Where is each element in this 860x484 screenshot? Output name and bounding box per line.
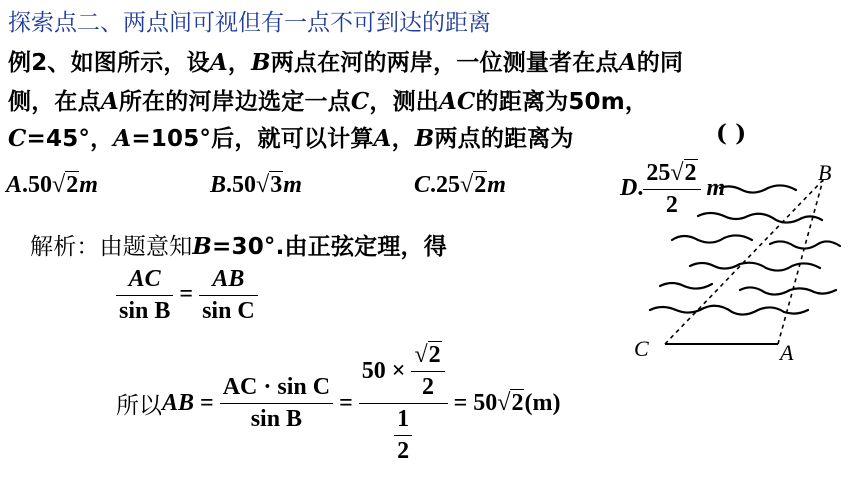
- unit: m: [487, 172, 506, 198]
- denominator: 2: [394, 435, 412, 465]
- option-letter: B: [210, 172, 227, 198]
- compound-fraction: [359, 342, 448, 465]
- numerator: 25: [646, 160, 671, 186]
- angle-B: B: [192, 233, 213, 260]
- segment-AC: AC: [438, 88, 476, 115]
- unit: m: [706, 175, 726, 202]
- text: 所在的河岸边选定一点: [118, 89, 351, 115]
- point-A: A: [100, 88, 119, 115]
- text: 两点的距离为: [434, 126, 574, 152]
- fraction-ab-sinc: [199, 266, 258, 325]
- denominator: 2: [411, 371, 444, 401]
- answer-bracket: ( ): [716, 120, 747, 147]
- radicand: 2: [428, 342, 441, 368]
- text: 的距离为50m，: [475, 89, 649, 115]
- sqrt: √2: [414, 342, 441, 368]
- point-A: A: [209, 49, 228, 76]
- option-coef: .50: [226, 172, 257, 198]
- point-A: A: [618, 49, 637, 76]
- point-B: B: [251, 49, 271, 76]
- radicand: 2: [684, 160, 697, 186]
- option-coef: .: [637, 175, 644, 202]
- option-letter: A: [6, 172, 23, 198]
- text: ，: [227, 50, 252, 76]
- option-a: [6, 172, 98, 199]
- result-equation: [116, 342, 560, 465]
- label-B: B: [818, 160, 832, 185]
- problem-line-1: [8, 44, 683, 77]
- point-B: B: [414, 125, 435, 152]
- denominator: sin C: [199, 295, 258, 325]
- section-title: 探索点二、两点间可视但有一点不可到达的距离: [8, 10, 491, 36]
- numerator: 1: [397, 406, 410, 432]
- sqrt: √3: [256, 172, 283, 198]
- segment-AB: AB: [162, 390, 195, 416]
- unit: m: [79, 172, 98, 198]
- compound-denominator: [359, 403, 448, 465]
- sqrt: √2: [460, 172, 487, 198]
- sqrt: √2: [52, 172, 79, 198]
- option-letter: D: [620, 175, 638, 202]
- river-waves: [650, 185, 840, 314]
- numerator: AB: [212, 266, 245, 292]
- radicand: 2: [511, 390, 524, 416]
- result-coef: = 50: [453, 390, 498, 416]
- equals-sign: =: [200, 390, 214, 416]
- option-coef: .25: [430, 172, 461, 198]
- text: ，: [391, 126, 415, 152]
- equals-sign: =: [179, 281, 194, 308]
- option-b: [210, 172, 302, 199]
- compound-numerator: [359, 342, 448, 403]
- problem-line-2: [8, 83, 648, 116]
- point-A: A: [373, 125, 392, 152]
- text: =105°后，就可以计算: [131, 126, 374, 152]
- sqrt: √2: [497, 390, 524, 416]
- radicand: 2: [474, 172, 487, 198]
- angle-C: C: [8, 125, 27, 152]
- label-A: A: [780, 340, 794, 365]
- river-diagram: [620, 158, 855, 368]
- text: =45°，: [26, 126, 114, 152]
- half-fraction: [394, 406, 412, 465]
- radicand: 3: [270, 172, 283, 198]
- radicand: 2: [66, 172, 79, 198]
- unit: m: [283, 172, 302, 198]
- option-c: [414, 172, 506, 199]
- inner-fraction: [411, 342, 444, 401]
- sqrt: √2: [670, 160, 697, 186]
- text: 两点在河的两岸，一位测量者在点: [270, 50, 619, 76]
- sight-lines: [665, 180, 823, 344]
- point-C: C: [350, 88, 370, 115]
- text: 所以: [116, 393, 162, 419]
- text: =30°.由正弦定理，得: [212, 234, 447, 260]
- problem-line-3: [8, 120, 574, 153]
- numerator: AC: [128, 266, 161, 292]
- result-unit: (m): [524, 390, 561, 416]
- label-C: C: [634, 336, 649, 361]
- angle-A: A: [113, 125, 132, 152]
- result: [454, 390, 561, 416]
- text: 例2、如图所示，设: [8, 50, 210, 76]
- option-letter: C: [414, 172, 431, 198]
- numerator: AC · sin C: [222, 374, 331, 400]
- denominator: sin B: [116, 295, 173, 325]
- denominator: sin B: [220, 403, 333, 433]
- text: 的同: [636, 50, 684, 76]
- fraction-ac-sinb: [116, 266, 173, 325]
- text: ，测出: [369, 89, 439, 115]
- denominator: 2: [643, 189, 700, 219]
- numerator-prefix: 50 ×: [361, 358, 406, 384]
- text: 解析：由题意知: [30, 234, 193, 260]
- solution-intro: [30, 228, 447, 261]
- text: 侧，在点: [8, 89, 101, 115]
- equals-sign: =: [339, 390, 353, 416]
- sine-law-equation: [116, 266, 258, 325]
- option-coef: .50: [22, 172, 53, 198]
- fraction-ac-sinc-sinb: [220, 374, 333, 433]
